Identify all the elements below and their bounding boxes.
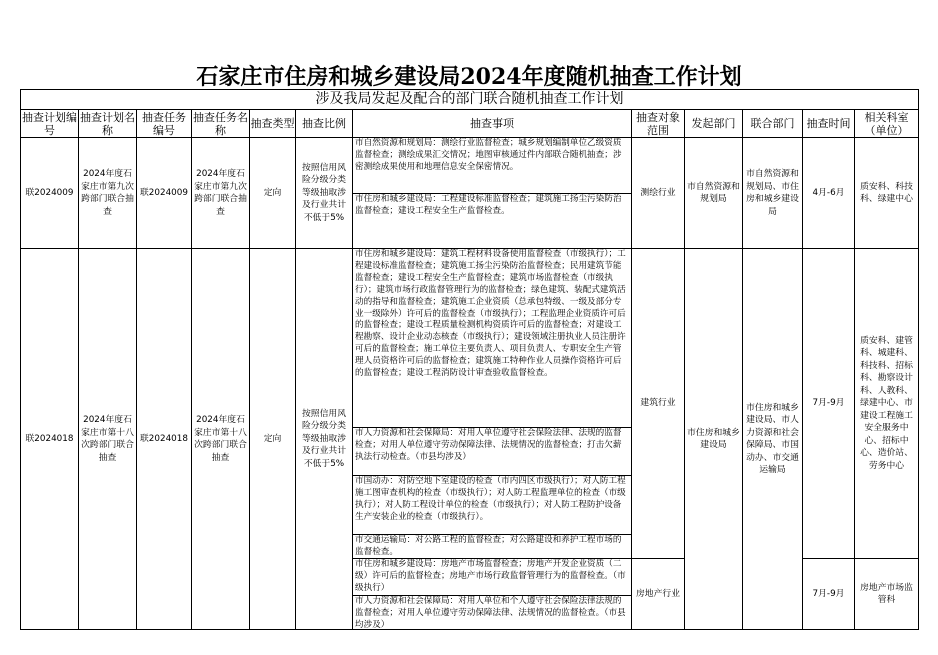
items-cell <box>353 559 632 630</box>
header-task-name: 抽查任务名称 <box>193 110 248 137</box>
plan-no-cell: 联2024009 <box>21 138 79 249</box>
header-initiator: 发起部门 <box>685 110 743 138</box>
type-cell: 定向 <box>250 249 296 630</box>
header-partners: 联合部门 <box>743 110 803 138</box>
office-cell: 质安科、科技科、绿建中心 <box>855 138 919 249</box>
ratio-cell: 按照信用风险分级分类等级抽取涉及行业共计不低于5% <box>296 249 353 630</box>
plan-name-cell: 2024年度石家庄市第九次跨部门联合抽查 <box>79 138 137 249</box>
inspection-item: 市人力资源和社会保障局：对用人单位和个人遵守社会保险法律法规的监督检查；对用人单位遵守劳动保障法律、法规情况的监督检查。（市县均涉及） <box>353 595 631 629</box>
header-plan-no: 抽查计划编号 <box>22 110 77 137</box>
table-subtitle: 涉及我局发起及配合的部门联合随机抽查工作计划 <box>21 90 919 110</box>
header-ratio: 抽查比例 <box>296 110 353 138</box>
initiator-cell: 市自然资源和规划局 <box>685 138 743 249</box>
time-cell: 7月-9月 <box>803 249 855 559</box>
task-no-cell: 联2024009 <box>137 138 192 249</box>
type-cell: 定向 <box>250 138 296 249</box>
initiator-cell: 市住房和城乡建设局 <box>685 249 743 630</box>
document-title: 石家庄市住房和城乡建设局2024年度随机抽查工作计划 <box>196 64 742 90</box>
office-cell: 房地产市场监管科 <box>855 559 919 630</box>
header-type: 抽查类型 <box>250 110 296 138</box>
inspection-item: 市自然资源和规划局：测绘行业监督检查；城乡规划编制单位乙级资质监督检查；测绘成果汇交情况；地图审核通过件内部联合随机抽查；涉密测绘成果使用和地理信息安全保密情况。 <box>355 138 622 172</box>
scope-cell: 测绘行业 <box>632 138 685 249</box>
header-items: 抽查事项 <box>353 110 632 138</box>
inspection-item: 市人力资源和社会保障局：对用人单位遵守社会保险法律、法规的监督检查；对用人单位遵守劳动保障法律、法规情况的监督检查；打击欠薪执法行动检查。（市县均涉及） <box>353 427 631 475</box>
header-time: 抽查时间 <box>803 110 855 138</box>
plan-no-cell: 联2024018 <box>21 249 79 630</box>
scope-cell: 建筑行业 <box>632 249 685 559</box>
ratio-cell: 按照信用风险分级分类等级抽取涉及行业共计不低于5% <box>296 138 353 249</box>
partners-cell: 市住房和城乡建设局、市人力资源和社会保障局、市国动办、市交通运输局 <box>743 249 803 630</box>
task-no-cell: 联2024018 <box>137 249 192 630</box>
inspection-item: 市交通运输局：对公路工程的监督检查；对公路建设和养护工程市场的监督检查。 <box>353 534 631 558</box>
table-row <box>21 138 919 249</box>
scope-cell: 房地产行业 <box>632 559 685 630</box>
inspection-item: 市国动办：对防空地下室建设的检查（市内四区市级执行）；对人防工程施工图审查机构的检查（市级执行）；对人防工程监理单位的检查（市级执行）；对人防工程设计单位的检查（市级执行）；对人防工程防护设备生产安装企业的检查（市级执行）。 <box>353 475 631 534</box>
header-plan-name: 抽查计划名称 <box>80 110 135 137</box>
inspection-item: 市住房和城乡建设局：建筑工程材料设备使用监督检查（市级执行）；工程建设标准监督检查；建筑施工扬尘污染防治监督检查；民用建筑节能监督检查；建设工程安全生产监督检查；建筑市场监督检查（市级执行）；建筑市场行政监督管理行为的监督检查；绿色建筑、装配式建筑活动的指导和监督检查；建筑施工企业资质（总承包特级、一级及部分专业一级除外）许可后的监督检查（市级执行）；工程监理企业资质许可后的监督检查；建设工程质量检测机构资质许可后的监督检查；对建设工程勘察、设计企业动态核查（市级执行）；建设领域注册执业人员注册许可后的监督检查；施工单位主要负责人、项目负责人、专职安全生产管理人员资格许可后的监督检查；建筑施工特种作业人员操作资格许可后的监督检查；建设工程消防设计审查验收监督检查。 <box>355 249 626 379</box>
header-task-no: 抽查任务编号 <box>137 110 192 138</box>
inspection-item: 市住房和城乡建设局：房地产市场监督检查；房地产开发企业资质（二级）许可后的监督检查；房地产市场行政监督管理行为的监督检查。（市级执行） <box>355 559 626 593</box>
inspection-item: 市住房和城乡建设局：工程建设标准监督检查；建筑施工扬尘污染防治监督检查；建设工程安全生产监督检查。 <box>353 193 631 220</box>
header-office: 相关科室（单位） <box>855 110 919 138</box>
plan-name-cell: 2024年度石家庄市第十八次跨部门联合抽查 <box>79 249 137 630</box>
header-row <box>21 110 919 138</box>
table-row <box>21 249 919 559</box>
header-scope: 抽查对象范围 <box>632 110 685 138</box>
time-cell: 4月-6月 <box>803 138 855 249</box>
partners-cell: 市自然资源和规划局、市住房和城乡建设局 <box>743 138 803 249</box>
items-cell <box>353 249 632 559</box>
items-cell <box>353 138 632 249</box>
task-name-cell: 2024年度石家庄市第九次跨部门联合抽查 <box>192 138 250 249</box>
inspection-plan-table <box>20 89 919 630</box>
office-cell: 质安科、建管科、城建科、科技科、招标科、勘察设计科、人教科、绿建中心、市建设工程施工安全服务中心、招标中心、造价站、劳务中心 <box>855 249 919 559</box>
task-name-cell: 2024年度石家庄市第十八次跨部门联合抽查 <box>192 249 250 630</box>
time-cell: 7月-9月 <box>803 559 855 630</box>
